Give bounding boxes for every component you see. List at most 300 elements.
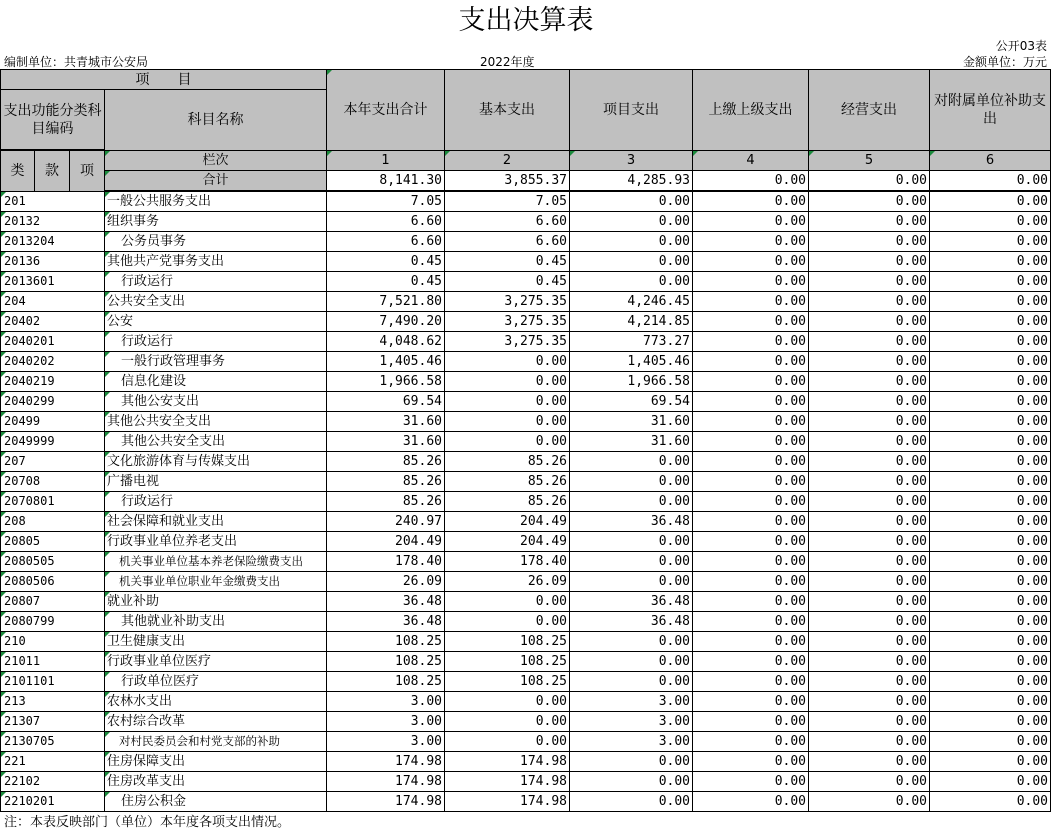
row-subsidy: 0.00 [930,292,1051,312]
row-total: 31.60 [327,432,445,452]
row-project: 0.00 [570,212,693,232]
xiang-header: 项 [70,151,105,192]
row-total: 0.45 [327,272,445,292]
row-project: 3.00 [570,692,693,712]
row-total: 3.00 [327,692,445,712]
row-name: 农村综合改革 [105,712,327,732]
table-row [1,532,1051,552]
row-basic: 204.49 [445,532,570,552]
sum-upper: 0.00 [693,171,809,191]
row-business: 0.00 [809,212,930,232]
row-basic: 0.00 [445,432,570,452]
row-basic: 0.00 [445,592,570,612]
row-code: 20805 [1,532,105,552]
row-basic: 3,275.35 [445,332,570,352]
row-name: 组织事务 [105,212,327,232]
row-name: 其他公共安全支出 [105,412,327,432]
table-row [1,692,1051,712]
basic-header: 基本支出 [445,70,570,151]
row-project: 3.00 [570,712,693,732]
row-business: 0.00 [809,192,930,212]
row-code: 208 [1,512,105,532]
row-total: 108.25 [327,632,445,652]
row-total: 4,048.62 [327,332,445,352]
row-basic: 0.00 [445,612,570,632]
table-row [1,452,1051,472]
col-no-2: 2 [445,151,570,171]
row-code: 21011 [1,652,105,672]
table-row [1,732,1051,752]
row-project: 1,966.58 [570,372,693,392]
row-project: 0.00 [570,272,693,292]
row-total: 31.60 [327,412,445,432]
row-upper: 0.00 [693,492,809,512]
page-title: 支出决算表 [458,5,594,36]
row-project: 773.27 [570,332,693,352]
row-name: 行政运行 [105,332,327,352]
row-code: 2013601 [1,272,105,292]
row-code: 2040219 [1,372,105,392]
currency-label: 金额单位：万元 [962,55,1047,69]
row-subsidy: 0.00 [930,312,1051,332]
row-code: 2080799 [1,612,105,632]
row-business: 0.00 [809,732,930,752]
row-basic: 0.00 [445,352,570,372]
row-upper: 0.00 [693,692,809,712]
row-project: 0.00 [570,792,693,812]
table-row [1,252,1051,272]
row-business: 0.00 [809,492,930,512]
row-upper: 0.00 [693,312,809,332]
code-group-header: 支出功能分类科目编码 [1,90,105,150]
col-no-6: 6 [930,151,1051,171]
row-basic: 0.00 [445,712,570,732]
row-upper: 0.00 [693,592,809,612]
table-row [1,552,1051,572]
row-subsidy: 0.00 [930,692,1051,712]
row-business: 0.00 [809,632,930,652]
row-total: 36.48 [327,592,445,612]
row-code: 20132 [1,212,105,232]
row-total: 108.25 [327,672,445,692]
table-row [1,312,1051,332]
row-name: 行政单位医疗 [105,672,327,692]
row-upper: 0.00 [693,772,809,792]
table-row [1,672,1051,692]
upper-header: 上缴上级支出 [693,70,809,151]
row-basic: 26.09 [445,572,570,592]
row-basic: 3,275.35 [445,292,570,312]
row-name: 农林水支出 [105,692,327,712]
row-subsidy: 0.00 [930,752,1051,772]
row-subsidy: 0.00 [930,392,1051,412]
row-upper: 0.00 [693,752,809,772]
row-code: 204 [1,292,105,312]
table-row [1,412,1051,432]
row-total: 174.98 [327,752,445,772]
row-business: 0.00 [809,292,930,312]
sum-total: 8,141.30 [327,171,445,191]
row-code: 2080506 [1,572,105,592]
row-code: 20402 [1,312,105,332]
row-business: 0.00 [809,392,930,412]
row-project: 0.00 [570,492,693,512]
row-code: 213 [1,692,105,712]
sum-subsidy: 0.00 [930,171,1051,191]
row-subsidy: 0.00 [930,212,1051,232]
column-no-label: 栏次 [105,151,327,171]
row-subsidy: 0.00 [930,352,1051,372]
row-project: 0.00 [570,452,693,472]
row-upper: 0.00 [693,552,809,572]
row-business: 0.00 [809,372,930,392]
row-total: 3.00 [327,732,445,752]
row-code: 207 [1,452,105,472]
row-total: 240.97 [327,512,445,532]
row-total: 178.40 [327,552,445,572]
table-row [1,292,1051,312]
row-project: 0.00 [570,532,693,552]
row-total: 69.54 [327,392,445,412]
row-subsidy: 0.00 [930,232,1051,252]
col-no-1: 1 [327,151,445,171]
row-upper: 0.00 [693,532,809,552]
row-upper: 0.00 [693,452,809,472]
row-basic: 174.98 [445,792,570,812]
row-total: 6.60 [327,232,445,252]
row-basic: 0.00 [445,732,570,752]
row-subsidy: 0.00 [930,672,1051,692]
table-row [1,772,1051,792]
table-row [1,752,1051,772]
row-business: 0.00 [809,412,930,432]
row-project: 4,214.85 [570,312,693,332]
row-basic: 3,275.35 [445,312,570,332]
row-business: 0.00 [809,792,930,812]
row-project: 0.00 [570,752,693,772]
row-basic: 0.00 [445,692,570,712]
row-basic: 108.25 [445,632,570,652]
row-business: 0.00 [809,272,930,292]
row-project: 0.00 [570,192,693,212]
row-name: 社会保障和就业支出 [105,512,327,532]
row-name: 行政事业单位医疗 [105,652,327,672]
year-label: 2022年度 [480,55,535,69]
row-project: 36.48 [570,612,693,632]
sum-label: 合计 [105,171,327,191]
row-code: 20807 [1,592,105,612]
row-subsidy: 0.00 [930,552,1051,572]
table-row [1,272,1051,292]
expenditure-table [0,69,1051,812]
row-project: 3.00 [570,732,693,752]
row-upper: 0.00 [693,192,809,212]
row-upper: 0.00 [693,732,809,752]
row-subsidy: 0.00 [930,732,1051,752]
row-business: 0.00 [809,332,930,352]
row-name: 一般行政管理事务 [105,352,327,372]
row-name: 信息化建设 [105,372,327,392]
row-total: 1,966.58 [327,372,445,392]
row-code: 20499 [1,412,105,432]
row-basic: 204.49 [445,512,570,532]
row-business: 0.00 [809,772,930,792]
row-basic: 0.45 [445,252,570,272]
row-upper: 0.00 [693,212,809,232]
row-subsidy: 0.00 [930,332,1051,352]
row-project: 36.48 [570,592,693,612]
table-row [1,432,1051,452]
row-name: 住房保障支出 [105,752,327,772]
row-business: 0.00 [809,352,930,372]
row-name: 住房改革支出 [105,772,327,792]
item-header: 项 目 [1,70,327,90]
table-row [1,352,1051,372]
row-business: 0.00 [809,592,930,612]
row-business: 0.00 [809,692,930,712]
row-business: 0.00 [809,312,930,332]
table-row [1,572,1051,592]
row-upper: 0.00 [693,252,809,272]
row-business: 0.00 [809,572,930,592]
row-upper: 0.00 [693,712,809,732]
row-total: 85.26 [327,472,445,492]
table-row [1,212,1051,232]
row-basic: 0.45 [445,272,570,292]
row-total: 36.48 [327,612,445,632]
row-name: 其他公共安全支出 [105,432,327,452]
row-name: 其他共产党事务支出 [105,252,327,272]
row-code: 2101101 [1,672,105,692]
table-row [1,392,1051,412]
row-basic: 174.98 [445,772,570,792]
row-upper: 0.00 [693,232,809,252]
row-project: 0.00 [570,252,693,272]
row-basic: 85.26 [445,492,570,512]
row-name: 其他就业补助支出 [105,612,327,632]
sum-business: 0.00 [809,171,930,191]
row-total: 174.98 [327,792,445,812]
row-upper: 0.00 [693,372,809,392]
row-basic: 6.60 [445,212,570,232]
row-subsidy: 0.00 [930,492,1051,512]
row-code: 221 [1,752,105,772]
row-business: 0.00 [809,672,930,692]
row-upper: 0.00 [693,272,809,292]
row-subsidy: 0.00 [930,532,1051,552]
row-total: 6.60 [327,212,445,232]
row-subsidy: 0.00 [930,252,1051,272]
row-upper: 0.00 [693,632,809,652]
row-upper: 0.00 [693,352,809,372]
row-subsidy: 0.00 [930,512,1051,532]
row-name: 机关事业单位职业年金缴费支出 [105,572,327,592]
row-basic: 178.40 [445,552,570,572]
row-total: 85.26 [327,452,445,472]
row-upper: 0.00 [693,652,809,672]
row-subsidy: 0.00 [930,472,1051,492]
row-project: 69.54 [570,392,693,412]
row-project: 0.00 [570,672,693,692]
row-subsidy: 0.00 [930,632,1051,652]
row-total: 85.26 [327,492,445,512]
kuan-header: 款 [35,151,70,192]
row-subsidy: 0.00 [930,192,1051,212]
table-row [1,612,1051,632]
row-name: 机关事业单位基本养老保险缴费支出 [105,552,327,572]
row-basic: 85.26 [445,472,570,492]
row-project: 31.60 [570,432,693,452]
row-business: 0.00 [809,552,930,572]
row-business: 0.00 [809,252,930,272]
row-code: 2040202 [1,352,105,372]
row-subsidy: 0.00 [930,452,1051,472]
row-total: 1,405.46 [327,352,445,372]
row-name: 就业补助 [105,592,327,612]
table-row [1,652,1051,672]
table-row [1,192,1051,212]
row-business: 0.00 [809,472,930,492]
row-name: 行政运行 [105,492,327,512]
row-total: 7,521.80 [327,292,445,312]
row-business: 0.00 [809,512,930,532]
row-project: 0.00 [570,472,693,492]
row-name: 公共安全支出 [105,292,327,312]
row-subsidy: 0.00 [930,712,1051,732]
row-upper: 0.00 [693,432,809,452]
col-no-4: 4 [693,151,809,171]
table-row [1,712,1051,732]
row-subsidy: 0.00 [930,652,1051,672]
row-subsidy: 0.00 [930,792,1051,812]
row-basic: 6.60 [445,232,570,252]
row-basic: 108.25 [445,672,570,692]
unit-label: 编制单位：共青城市公安局 [4,55,149,69]
row-project: 0.00 [570,772,693,792]
row-code: 20708 [1,472,105,492]
lei-header: 类 [1,151,35,192]
row-basic: 0.00 [445,392,570,412]
row-subsidy: 0.00 [930,612,1051,632]
row-code: 201 [1,192,105,212]
row-subsidy: 0.00 [930,572,1051,592]
row-total: 7.05 [327,192,445,212]
row-total: 7,490.20 [327,312,445,332]
row-basic: 0.00 [445,412,570,432]
row-subsidy: 0.00 [930,592,1051,612]
row-business: 0.00 [809,532,930,552]
row-business: 0.00 [809,612,930,632]
row-name: 广播电视 [105,472,327,492]
row-code: 2210201 [1,792,105,812]
row-code: 2130705 [1,732,105,752]
row-project: 0.00 [570,572,693,592]
table-row [1,372,1051,392]
row-code: 2080505 [1,552,105,572]
row-subsidy: 0.00 [930,272,1051,292]
subject-name-header: 科目名称 [105,90,327,151]
row-name: 行政事业单位养老支出 [105,532,327,552]
row-upper: 0.00 [693,672,809,692]
row-name: 卫生健康支出 [105,632,327,652]
project-header: 项目支出 [570,70,693,151]
row-upper: 0.00 [693,292,809,312]
row-name: 公务员事务 [105,232,327,252]
total-header: 本年支出合计 [327,70,445,151]
table-row [1,472,1051,492]
row-business: 0.00 [809,432,930,452]
business-header: 经营支出 [809,70,930,151]
row-business: 0.00 [809,752,930,772]
row-code: 21307 [1,712,105,732]
row-business: 0.00 [809,652,930,672]
row-subsidy: 0.00 [930,432,1051,452]
table-row [1,332,1051,352]
row-subsidy: 0.00 [930,372,1051,392]
row-code: 2049999 [1,432,105,452]
row-code: 20136 [1,252,105,272]
row-total: 108.25 [327,652,445,672]
row-name: 住房公积金 [105,792,327,812]
row-upper: 0.00 [693,792,809,812]
row-total: 204.49 [327,532,445,552]
row-name: 行政运行 [105,272,327,292]
table-row [1,232,1051,252]
row-upper: 0.00 [693,612,809,632]
row-upper: 0.00 [693,512,809,532]
row-code: 2040299 [1,392,105,412]
row-name: 一般公共服务支出 [105,192,327,212]
row-upper: 0.00 [693,392,809,412]
table-row [1,792,1051,812]
row-total: 174.98 [327,772,445,792]
row-code: 210 [1,632,105,652]
row-project: 0.00 [570,232,693,252]
row-code: 2013204 [1,232,105,252]
row-name: 其他公安支出 [105,392,327,412]
row-name: 文化旅游体育与传媒支出 [105,452,327,472]
row-project: 1,405.46 [570,352,693,372]
row-subsidy: 0.00 [930,412,1051,432]
row-basic: 174.98 [445,752,570,772]
footnote: 注：本表反映部门（单位）本年度各项支出情况。 [4,815,291,830]
row-code: 2040201 [1,332,105,352]
row-upper: 0.00 [693,412,809,432]
row-basic: 7.05 [445,192,570,212]
table-row [1,632,1051,652]
table-row [1,492,1051,512]
row-project: 31.60 [570,412,693,432]
row-project: 0.00 [570,632,693,652]
subsidy-header: 对附属单位补助支出 [930,70,1051,151]
row-project: 4,246.45 [570,292,693,312]
row-code: 22102 [1,772,105,792]
row-project: 0.00 [570,552,693,572]
row-upper: 0.00 [693,332,809,352]
row-project: 36.48 [570,512,693,532]
row-business: 0.00 [809,712,930,732]
table-row [1,592,1051,612]
row-basic: 108.25 [445,652,570,672]
row-name: 公安 [105,312,327,332]
row-name: 对村民委员会和村党支部的补助 [105,732,327,752]
form-number: 公开03表 [995,39,1047,53]
row-project: 0.00 [570,652,693,672]
row-business: 0.00 [809,452,930,472]
row-code: 2070801 [1,492,105,512]
row-basic: 85.26 [445,452,570,472]
row-total: 3.00 [327,712,445,732]
